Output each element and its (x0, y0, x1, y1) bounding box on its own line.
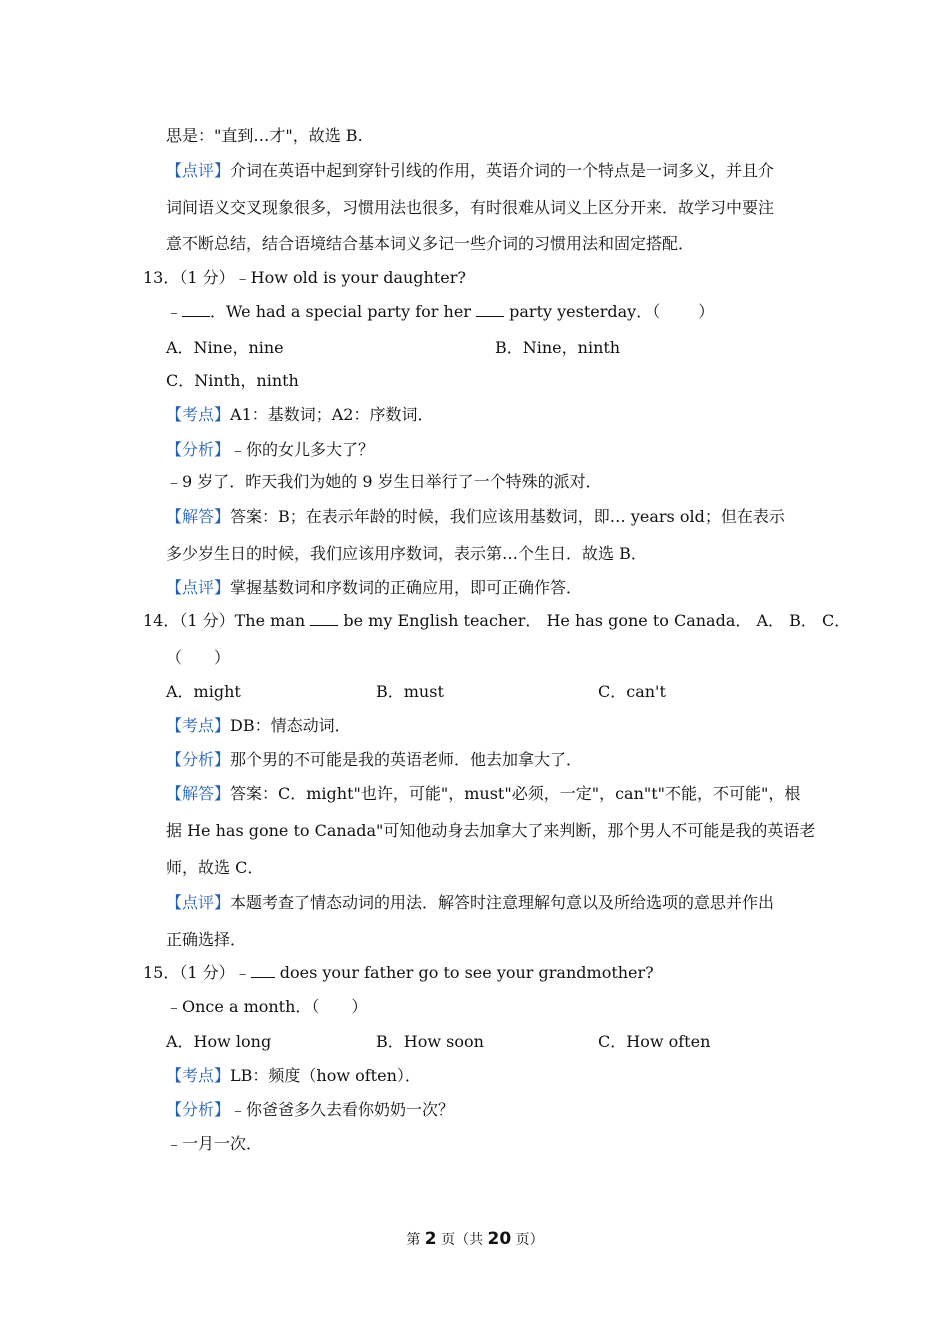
q15-stem-2: ﹣Once a month．（ ） (166, 997, 368, 1016)
fenxi-label: 【分析】 (166, 750, 231, 769)
q15-fenxi (166, 1100, 454, 1120)
q13-option-a: A．Nine，nine (166, 338, 284, 357)
q14-option-b: B．must (376, 682, 444, 701)
q13-stem: 13．（1 分）﹣How old is your daughter? (143, 268, 466, 287)
q15-stem-part: 15．（1 分）﹣ (143, 963, 251, 982)
q14-option-c: C．can't (598, 682, 666, 701)
answer-blank (182, 302, 210, 317)
dianping-label: 【点评】 (166, 578, 231, 597)
q13-jieda (166, 507, 785, 527)
q12-dianping-line (166, 161, 774, 181)
q14-stem-part: 14．（1 分）The man (143, 611, 306, 630)
q13-kaodian (166, 405, 434, 425)
q13-fenxi-text: ﹣你的女儿多大了？ (230, 440, 375, 459)
q14-dianping-2: 正确选择． (166, 930, 247, 949)
dianping-label: 【点评】 (166, 893, 231, 912)
q15-option-b: B．How soon (376, 1032, 484, 1051)
answer-blank (251, 963, 275, 978)
q14-fenxi-text: 那个男的不可能是我的英语老师．他去加拿大了． (230, 750, 583, 769)
q14-kaodian (166, 716, 351, 736)
jieda-label: 【解答】 (166, 784, 231, 803)
total-pages: 20 (487, 1229, 512, 1249)
q15-stem-part: does your father go to see your grandmother? (279, 963, 654, 982)
q13-stem-part: party yesterday．（ (509, 302, 661, 321)
q14-stem (143, 611, 850, 631)
q13-dianping (166, 578, 582, 598)
q13-jieda-2: 多少岁生日的时候，我们应该用序数词，表示第…个生日．故选 B． (166, 544, 647, 563)
kaodian-label: 【考点】 (166, 716, 231, 735)
q14-jieda-text: 答案：C．might"也许，可能"，must"必须，一定"，can"t"不能，不可能"，根 (230, 784, 801, 803)
q14-fenxi (166, 750, 582, 770)
close-paren: ） (698, 302, 715, 321)
fenxi-label: 【分析】 (166, 1100, 231, 1119)
q12-answer-tail: 思是："直到…才"，故选 B. (166, 126, 363, 145)
q14-kaodian-text: DB：情态动词． (230, 716, 351, 735)
q15-option-a: A．How long (166, 1032, 272, 1051)
q15-kaodian (166, 1066, 421, 1086)
q14-jieda-3: 师，故选 C． (166, 858, 264, 877)
q13-fenxi-2: ﹣9 岁了．昨天我们为她的 9 岁生日举行了一个特殊的派对． (166, 472, 602, 491)
q13-dianping-text: 掌握基数词和序数词的正确应用，即可正确作答． (230, 578, 583, 597)
q13-option-c: C．Ninth，ninth (166, 371, 299, 390)
q13-kaodian-text: A1：基数词；A2：序数词． (230, 405, 434, 424)
footer-mid: 页（共 (441, 1232, 484, 1248)
q12-dianping-text-3: 意不断总结，结合语境结合基本词义多记一些介词的习惯用法和固定搭配． (166, 234, 695, 253)
answer-blank (476, 302, 504, 317)
fenxi-label: 【分析】 (166, 440, 231, 459)
q13-fenxi (166, 440, 374, 460)
answer-blank (310, 611, 338, 626)
q14-dianping-text: 本题考查了情态动词的用法．解答时注意理解句意以及所给选项的意思并作出 (230, 893, 775, 912)
q15-kaodian-text: LB：频度（how often）． (230, 1066, 421, 1085)
q15-option-c: C．How often (598, 1032, 711, 1051)
q14-jieda (166, 784, 800, 804)
kaodian-label: 【考点】 (166, 405, 231, 424)
q15-fenxi-text: ﹣你爸爸多久去看你奶奶一次？ (230, 1100, 455, 1119)
q13-stem-part: ．We had a special party for her (210, 302, 471, 321)
q13-stem-2 (166, 302, 714, 322)
footer-suffix: 页） (515, 1232, 544, 1248)
q12-dianping-text-2: 词间语义交叉现象很多，习惯用法也很多，有时很难从词义上区分开来．故学习中要注 (166, 198, 775, 217)
q12-dianping-text: 介词在英语中起到穿针引线的作用，英语介词的一个特点是一词多义，并且介 (230, 161, 775, 180)
dash: ﹣ (166, 302, 183, 321)
q13-jieda-text: 答案：B；在表示年龄的时候，我们应该用基数词，即… years old；但在表示 (230, 507, 785, 526)
dianping-label: 【点评】 (166, 161, 231, 180)
q14-dianping (166, 893, 774, 913)
q15-fenxi-2: ﹣一月一次． (166, 1134, 263, 1153)
footer-prefix: 第 (406, 1232, 421, 1248)
q14-stem-part: be my English teacher． He has gone to Canada． A． B． C． (343, 611, 851, 630)
page-footer (0, 1229, 950, 1250)
q14-stem-2: （ ） (166, 648, 231, 667)
jieda-label: 【解答】 (166, 507, 231, 526)
q13-option-b: B．Nine，ninth (495, 338, 621, 357)
q14-option-a: A．might (166, 682, 241, 701)
q15-stem (143, 963, 654, 983)
kaodian-label: 【考点】 (166, 1066, 231, 1085)
q14-jieda-2: 据 He has gone to Canada"可知他动身去加拿大了来判断，那个男人不可能是我的英语老 (166, 821, 816, 840)
page-number: 2 (424, 1229, 437, 1249)
